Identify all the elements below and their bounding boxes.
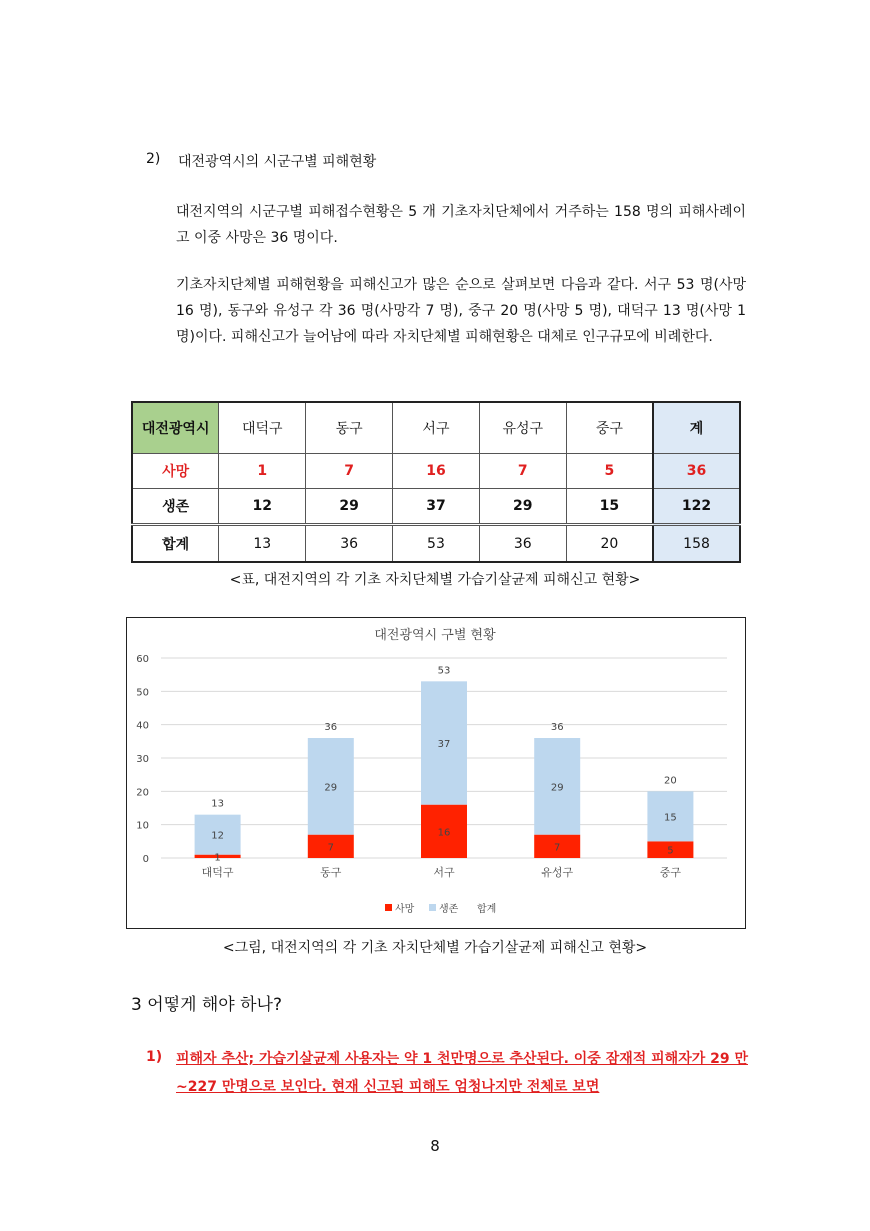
- data-label-total: 36: [324, 722, 338, 733]
- x-tick-label: 중구: [659, 866, 682, 879]
- table-col-header: 동구: [306, 402, 393, 454]
- table-col-header: 중구: [566, 402, 653, 454]
- table-corner-cell: 대전광역시: [132, 402, 219, 454]
- table-cell: 36: [306, 525, 393, 562]
- data-label-total: 13: [211, 798, 224, 810]
- data-label-alive: 29: [324, 782, 338, 794]
- table-cell: 20: [566, 525, 653, 562]
- table-cell: 53: [393, 525, 480, 562]
- paragraph-summary: 대전지역의 시군구별 피해접수현황은 5 개 기초자치단체에서 거주하는 158 명의 피해사례이고 이중 사망은 36 명이다.: [176, 204, 746, 246]
- table-col-header: 서구: [393, 402, 480, 454]
- figure-caption: <그림, 대전지역의 각 기초 자치단체별 가습기살균제 피해신고 현황>: [222, 940, 648, 956]
- y-tick-label: 0: [142, 854, 149, 865]
- x-tick-label: 유성구: [541, 866, 574, 879]
- x-tick-label: 대덕구: [201, 866, 234, 879]
- table-cell: 13: [219, 525, 306, 562]
- data-label-total: 20: [664, 775, 677, 787]
- data-label-death: 16: [437, 827, 451, 839]
- legend-label-death: 사망: [395, 904, 415, 915]
- data-label-death: 5: [667, 845, 674, 857]
- data-label-alive: 15: [664, 812, 677, 824]
- damage-table: [131, 401, 741, 563]
- table-row: [132, 454, 740, 489]
- y-tick-label: 30: [136, 754, 149, 765]
- x-tick-label: 서구: [433, 866, 455, 879]
- table-cell: 7: [306, 454, 393, 489]
- y-tick-label: 60: [136, 654, 149, 665]
- table-cell: 29: [306, 488, 393, 524]
- chart-frame: [126, 617, 746, 929]
- y-tick-label: 10: [136, 820, 149, 832]
- paragraph-detail: 기초자치단체별 피해현황을 피해신고가 많은 순으로 살펴보면 다음과 같다. 서구 53 명(사망 16 명), 동구와 유성구 각 36 명(사망각 7 명), 중구 20 명(사망 5 명), 대덕구 13 명(사망 1 명)이다. 피해신고가 늘어남에 따라 자치단체별 피해현황은 대체로 인구규모에 비례한다.: [176, 277, 746, 345]
- stacked-bar-chart: [127, 618, 744, 927]
- chart-title: 대전광역시 구별 현황: [374, 628, 496, 643]
- data-label-total: 53: [437, 665, 451, 677]
- table-total-cell: 122: [653, 488, 740, 524]
- data-label-death: 1: [214, 852, 221, 864]
- table-cell: 37: [393, 488, 480, 524]
- table-row: [132, 525, 740, 562]
- table-total-cell: 36: [653, 454, 740, 489]
- item-text: 피해자 추산; 가습기살균제 사용자는 약 1 천만명으로 추산된다. 이중 잠재적 피해자가 29 만~227 만명으로 보인다. 현재 신고된 피해도 엄청나지만 전체로 보면: [176, 1051, 748, 1095]
- legend-label-total: 합계: [477, 904, 497, 915]
- page-number: 8: [430, 1137, 440, 1155]
- table-col-header: 대덕구: [219, 402, 306, 454]
- table-cell: 5: [566, 454, 653, 489]
- table-total-header: 계: [653, 402, 740, 454]
- table-row-label: 합계: [132, 525, 219, 562]
- x-tick-label: 동구: [320, 866, 342, 879]
- data-label-alive: 37: [437, 739, 451, 750]
- data-label-death: 7: [554, 842, 561, 854]
- data-label-total: 36: [550, 722, 564, 733]
- y-tick-label: 50: [136, 687, 149, 699]
- legend-label-alive: 생존: [439, 904, 459, 915]
- table-cell: 1: [219, 454, 306, 489]
- legend-swatch-death: [385, 904, 392, 911]
- section3-heading: 3 어떻게 해야 하나?: [131, 995, 283, 1015]
- table-row-label: 생존: [132, 488, 219, 524]
- data-label-alive: 29: [550, 782, 564, 794]
- table-row: [132, 488, 740, 524]
- table-cell: 16: [393, 454, 480, 489]
- table-cell: 15: [566, 488, 653, 524]
- section-title: 대전광역시의 시군구별 피해현황: [178, 154, 377, 170]
- data-label-death: 7: [327, 842, 334, 854]
- table-total-cell: 158: [653, 525, 740, 562]
- y-tick-label: 20: [136, 787, 149, 799]
- table-row-label: 사망: [132, 454, 219, 489]
- table-cell: 7: [479, 454, 566, 489]
- table-cell: 36: [479, 525, 566, 562]
- y-tick-label: 40: [136, 720, 149, 732]
- table-cell: 12: [219, 488, 306, 524]
- table-header-row: [132, 402, 740, 454]
- table-col-header: 유성구: [479, 402, 566, 454]
- item-number: 1): [146, 1049, 163, 1065]
- section-number: 2): [146, 151, 161, 167]
- table-caption: <표, 대전지역의 각 기초 자치단체별 가습기살균제 피해신고 현황>: [229, 572, 641, 588]
- data-label-alive: 12: [211, 830, 224, 842]
- legend-swatch-alive: [429, 904, 436, 911]
- table-cell: 29: [479, 488, 566, 524]
